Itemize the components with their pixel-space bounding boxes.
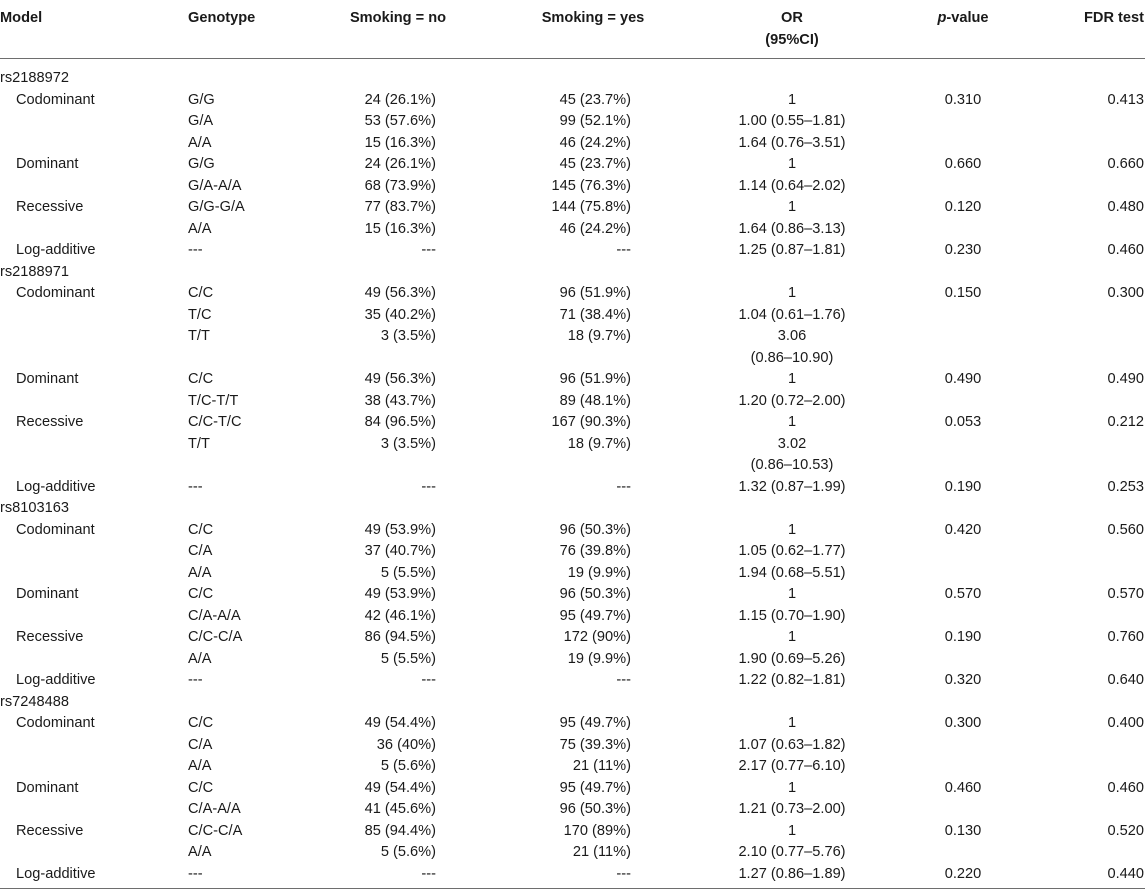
- header-or-ci: (95%CI): [765, 32, 819, 48]
- or-ci-cell: 1.64 (0.86–3.13): [738, 220, 846, 237]
- genotype-cell: A/A: [188, 564, 212, 581]
- smoking-yes-cell: ---: [616, 478, 631, 495]
- smoking-no-cell: 41 (45.6%): [364, 801, 436, 817]
- model-name: Dominant: [16, 371, 79, 387]
- smoking-no-cell: 86 (94.5%): [364, 629, 436, 645]
- or-ci-cell: 1.22 (0.82–1.81): [738, 672, 846, 688]
- fdr-value: 0.413: [1107, 91, 1144, 108]
- fdr-value: 0.440: [1107, 865, 1144, 882]
- or-ci-cell: 1: [787, 779, 797, 796]
- or-ci-cell: (0.86–10.53): [750, 457, 834, 473]
- smoking-no-cell: 24 (26.1%): [364, 91, 436, 108]
- genotype-cell: G/G: [188, 91, 215, 108]
- model-name: Dominant: [16, 779, 79, 796]
- or-ci-cell: 2.17 (0.77–6.10): [738, 758, 846, 774]
- genotype-cell: A/A: [188, 844, 212, 860]
- smoking-no-cell: 5 (5.5%): [380, 650, 436, 667]
- smoking-yes-cell: 96 (50.3%): [559, 586, 631, 602]
- smoking-no-cell: 37 (40.7%): [364, 543, 436, 559]
- fdr-value: 0.570: [1107, 586, 1144, 602]
- header-fdr: FDR test: [1084, 10, 1144, 26]
- fdr-value: 0.253: [1107, 478, 1144, 495]
- bottom-rule: [0, 888, 1145, 889]
- or-ci-cell: 1: [787, 521, 797, 538]
- smoking-yes-cell: 75 (39.3%): [559, 736, 631, 753]
- genotype-cell: ---: [188, 672, 203, 688]
- smoking-yes-cell: 144 (75.8%): [551, 199, 631, 215]
- fdr-value: 0.460: [1107, 779, 1144, 796]
- p-value: 0.320: [944, 672, 982, 688]
- smoking-no-cell: 77 (83.7%): [364, 199, 436, 215]
- header-pvalue-rest: -value: [946, 10, 989, 26]
- smoking-yes-cell: ---: [616, 865, 631, 882]
- genotype-cell: C/A: [188, 543, 213, 559]
- smoking-yes-cell: 45 (23.7%): [559, 91, 631, 108]
- genotype-cell: ---: [188, 242, 203, 258]
- snp-label: rs2188972: [0, 70, 69, 86]
- header-smoking-yes: Smoking = yes: [541, 10, 645, 26]
- genotype-cell: A/A: [188, 758, 212, 774]
- genotype-cell: ---: [188, 865, 203, 882]
- smoking-no-cell: 15 (16.3%): [364, 220, 436, 237]
- smoking-no-cell: ---: [421, 478, 436, 495]
- genotype-cell: C/C: [188, 715, 214, 731]
- or-ci-cell: 1.27 (0.86–1.89): [738, 865, 846, 882]
- genotype-cell: A/A: [188, 134, 212, 151]
- or-ci-cell: 1.94 (0.68–5.51): [738, 564, 846, 581]
- genotype-cell: G/A: [188, 113, 214, 129]
- or-ci-cell: 1.04 (0.61–1.76): [738, 306, 846, 323]
- genotype-cell: C/A: [188, 736, 213, 753]
- fdr-value: 0.660: [1107, 156, 1144, 172]
- model-name: Codominant: [16, 91, 95, 108]
- smoking-no-cell: 49 (53.9%): [364, 586, 436, 602]
- or-ci-cell: 1: [787, 715, 797, 731]
- genotype-cell: C/C-C/A: [188, 629, 243, 645]
- smoking-no-cell: 68 (73.9%): [364, 177, 436, 194]
- smoking-yes-cell: 76 (39.8%): [559, 543, 631, 559]
- fdr-value: 0.300: [1107, 285, 1144, 301]
- smoking-no-cell: 42 (46.1%): [364, 607, 436, 624]
- smoking-no-cell: ---: [421, 242, 436, 258]
- smoking-no-cell: 5 (5.6%): [380, 758, 436, 774]
- genotype-cell: T/C-T/T: [188, 392, 239, 409]
- smoking-yes-cell: 170 (89%): [563, 822, 631, 839]
- model-name: Recessive: [16, 629, 84, 645]
- smoking-no-cell: 35 (40.2%): [364, 306, 436, 323]
- genotype-cell: T/T: [188, 328, 210, 344]
- genotype-cell: C/C: [188, 779, 214, 796]
- p-value: 0.190: [944, 629, 982, 645]
- smoking-no-cell: 49 (56.3%): [364, 371, 436, 387]
- snp-label: rs7248488: [0, 693, 69, 710]
- smoking-yes-cell: ---: [616, 242, 631, 258]
- p-value: 0.190: [944, 478, 982, 495]
- smoking-yes-cell: 71 (38.4%): [559, 306, 631, 323]
- model-name: Log-additive: [16, 672, 96, 688]
- genotype-cell: C/C: [188, 521, 214, 538]
- header-genotype: Genotype: [188, 10, 256, 26]
- model-name: Recessive: [16, 199, 84, 215]
- or-ci-cell: 3.02: [777, 435, 807, 452]
- genotype-cell: C/A-A/A: [188, 607, 241, 624]
- snp-label: rs2188971: [0, 263, 69, 280]
- smoking-yes-cell: 145 (76.3%): [551, 177, 631, 194]
- p-value: 0.053: [944, 414, 982, 430]
- genotype-cell: A/A: [188, 220, 212, 237]
- model-name: Dominant: [16, 156, 79, 172]
- smoking-no-cell: 15 (16.3%): [364, 134, 436, 151]
- or-ci-cell: 1: [787, 586, 797, 602]
- or-ci-cell: 1.64 (0.76–3.51): [738, 134, 846, 151]
- smoking-no-cell: 49 (56.3%): [364, 285, 436, 301]
- smoking-no-cell: ---: [421, 672, 436, 688]
- genotype-cell: T/T: [188, 435, 210, 452]
- genotype-cell: G/G-G/A: [188, 199, 245, 215]
- p-value: 0.490: [944, 371, 982, 387]
- p-value: 0.130: [944, 822, 982, 839]
- p-value: 0.300: [944, 715, 982, 731]
- genotype-cell: C/C: [188, 285, 214, 301]
- p-value: 0.310: [944, 91, 982, 108]
- genotype-cell: C/C-C/A: [188, 822, 243, 839]
- p-value: 0.420: [944, 521, 982, 538]
- smoking-no-cell: 36 (40%): [376, 736, 436, 753]
- p-value: 0.460: [944, 779, 982, 796]
- smoking-no-cell: 5 (5.5%): [380, 564, 436, 581]
- genotype-cell: A/A: [188, 650, 212, 667]
- header-model: Model: [0, 10, 43, 26]
- header-rule: [0, 58, 1145, 59]
- model-name: Codominant: [16, 521, 95, 538]
- genotype-cell: C/A-A/A: [188, 801, 241, 817]
- header-or: OR: [781, 10, 803, 26]
- genotype-cell: C/C: [188, 586, 214, 602]
- smoking-no-cell: 3 (3.5%): [380, 435, 436, 452]
- or-ci-cell: 1.00 (0.55–1.81): [738, 113, 846, 129]
- smoking-yes-cell: 95 (49.7%): [559, 779, 631, 796]
- smoking-yes-cell: 167 (90.3%): [551, 414, 631, 430]
- smoking-no-cell: 5 (5.6%): [380, 844, 436, 860]
- smoking-no-cell: 53 (57.6%): [364, 113, 436, 129]
- p-value: 0.150: [944, 285, 982, 301]
- smoking-yes-cell: 96 (51.9%): [559, 285, 631, 301]
- smoking-yes-cell: 18 (9.7%): [567, 328, 631, 344]
- smoking-yes-cell: 19 (9.9%): [567, 650, 631, 667]
- or-ci-cell: 1: [787, 414, 797, 430]
- p-value: 0.220: [944, 865, 982, 882]
- fdr-value: 0.560: [1107, 521, 1144, 538]
- smoking-yes-cell: 96 (50.3%): [559, 801, 631, 817]
- p-value: 0.570: [944, 586, 982, 602]
- or-ci-cell: 1: [787, 199, 797, 215]
- or-ci-cell: 1: [787, 371, 797, 387]
- smoking-no-cell: 85 (94.4%): [364, 822, 436, 839]
- fdr-value: 0.460: [1107, 242, 1144, 258]
- genotype-cell: C/C: [188, 371, 214, 387]
- smoking-yes-cell: 18 (9.7%): [567, 435, 631, 452]
- smoking-yes-cell: 96 (51.9%): [559, 371, 631, 387]
- fdr-value: 0.640: [1107, 672, 1144, 688]
- fdr-value: 0.760: [1107, 629, 1144, 645]
- smoking-yes-cell: 21 (11%): [572, 844, 631, 860]
- or-ci-cell: 1.25 (0.87–1.81): [738, 242, 846, 258]
- model-name: Codominant: [16, 715, 95, 731]
- p-value: 0.230: [944, 242, 982, 258]
- model-name: Log-additive: [16, 478, 96, 495]
- smoking-no-cell: 38 (43.7%): [364, 392, 436, 409]
- smoking-yes-cell: 99 (52.1%): [559, 113, 631, 129]
- or-ci-cell: 1.07 (0.63–1.82): [738, 736, 846, 753]
- genotype-cell: T/C: [188, 306, 212, 323]
- or-ci-cell: 1.90 (0.69–5.26): [738, 650, 846, 667]
- smoking-yes-cell: 21 (11%): [572, 758, 631, 774]
- smoking-yes-cell: 95 (49.7%): [559, 607, 631, 624]
- header-pvalue: [937, 8, 988, 30]
- smoking-yes-cell: 96 (50.3%): [559, 521, 631, 538]
- or-ci-cell: 1: [787, 91, 797, 108]
- smoking-yes-cell: 46 (24.2%): [559, 134, 631, 151]
- smoking-no-cell: ---: [421, 865, 436, 882]
- genotype-cell: G/A-A/A: [188, 177, 242, 194]
- fdr-value: 0.520: [1107, 822, 1144, 839]
- genotype-cell: ---: [188, 478, 203, 495]
- model-name: Dominant: [16, 586, 79, 602]
- model-name: Codominant: [16, 285, 95, 301]
- smoking-yes-cell: 19 (9.9%): [567, 564, 631, 581]
- model-name: Log-additive: [16, 865, 96, 882]
- or-ci-cell: 1.32 (0.87–1.99): [738, 478, 846, 495]
- smoking-no-cell: 49 (53.9%): [364, 521, 436, 538]
- or-ci-cell: 1.14 (0.64–2.02): [738, 177, 846, 194]
- or-ci-cell: 1.21 (0.73–2.00): [738, 801, 846, 817]
- genotype-cell: C/C-T/C: [188, 414, 242, 430]
- smoking-no-cell: 49 (54.4%): [364, 715, 436, 731]
- or-ci-cell: 1.20 (0.72–2.00): [738, 392, 846, 409]
- or-ci-cell: 1: [787, 822, 797, 839]
- snp-label: rs8103163: [0, 500, 69, 516]
- header-smoking-no: Smoking = no: [349, 10, 447, 26]
- p-value: 0.660: [944, 156, 982, 172]
- smoking-no-cell: 3 (3.5%): [380, 328, 436, 344]
- or-ci-cell: 1: [787, 285, 797, 301]
- smoking-no-cell: 84 (96.5%): [364, 414, 436, 430]
- smoking-no-cell: 49 (54.4%): [364, 779, 436, 796]
- or-ci-cell: 1: [787, 629, 797, 645]
- model-name: Recessive: [16, 822, 84, 839]
- smoking-yes-cell: 95 (49.7%): [559, 715, 631, 731]
- or-ci-cell: 1.05 (0.62–1.77): [738, 543, 846, 559]
- or-ci-cell: 3.06: [777, 328, 807, 344]
- fdr-value: 0.400: [1107, 715, 1144, 731]
- smoking-yes-cell: ---: [616, 672, 631, 688]
- or-ci-cell: 1: [787, 156, 797, 172]
- smoking-yes-cell: 89 (48.1%): [559, 392, 631, 409]
- smoking-yes-cell: 46 (24.2%): [559, 220, 631, 237]
- or-ci-cell: 1.15 (0.70–1.90): [738, 607, 846, 624]
- fdr-value: 0.490: [1107, 371, 1144, 387]
- or-ci-cell: 2.10 (0.77–5.76): [738, 844, 846, 860]
- or-ci-cell: (0.86–10.90): [750, 349, 834, 366]
- model-name: Log-additive: [16, 242, 96, 258]
- fdr-value: 0.480: [1107, 199, 1144, 215]
- model-name: Recessive: [16, 414, 84, 430]
- smoking-no-cell: 24 (26.1%): [364, 156, 436, 172]
- genotype-cell: G/G: [188, 156, 215, 172]
- p-value: 0.120: [944, 199, 982, 215]
- header-pvalue-p: p: [937, 10, 947, 26]
- smoking-yes-cell: 45 (23.7%): [559, 156, 631, 172]
- fdr-value: 0.212: [1107, 414, 1144, 430]
- smoking-yes-cell: 172 (90%): [563, 629, 631, 645]
